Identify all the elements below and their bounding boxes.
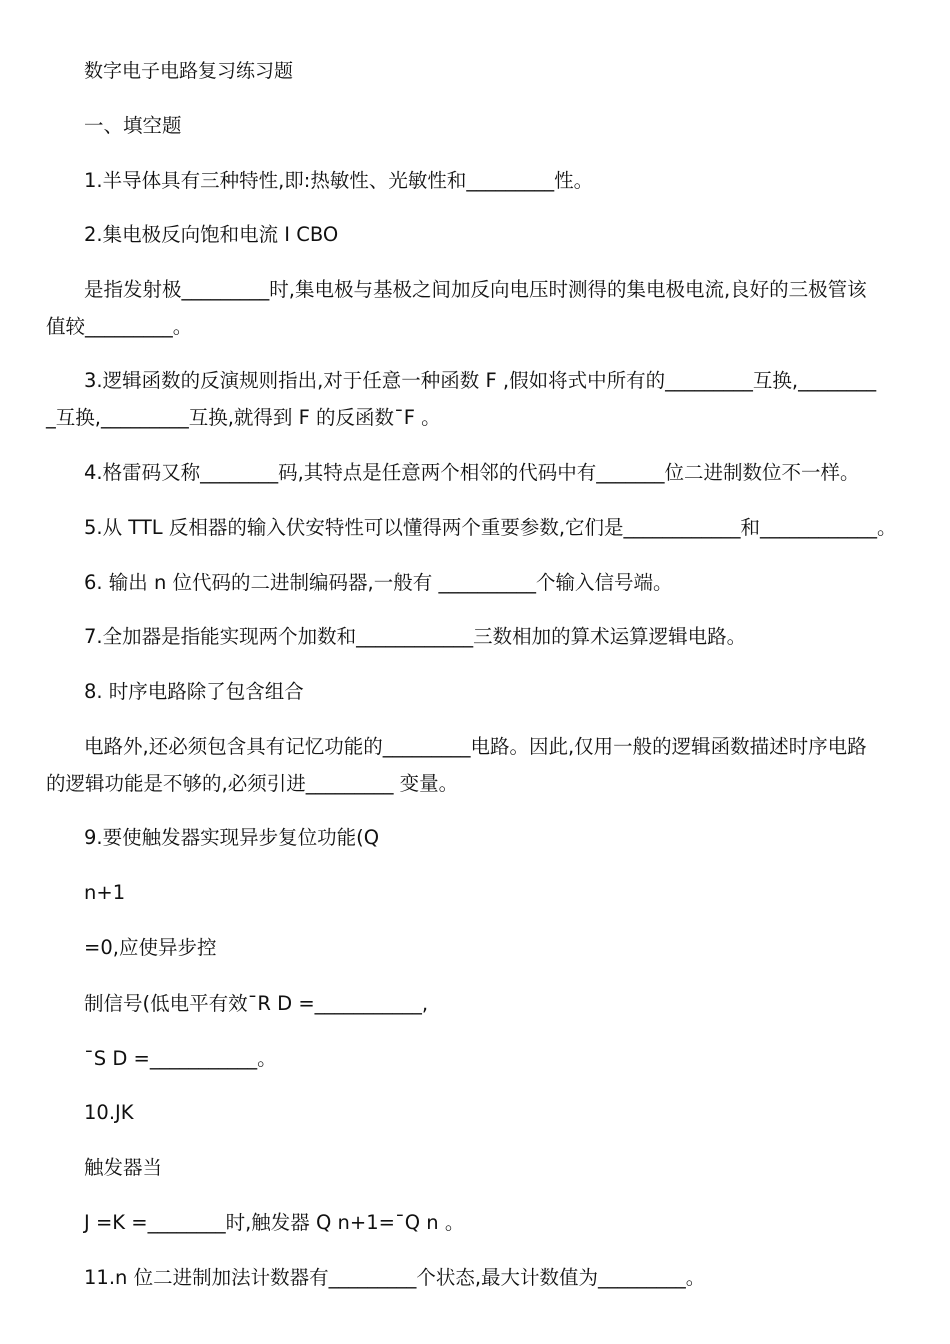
question-10-condition: J =K =________时,触发器 Q n+1=¯Q n 。 [84,1211,465,1234]
question-6: 6. 输出 n 位代码的二进制编码器,一般有 __________个输入信号端。 [84,571,673,594]
question-3-cont: _互换,_________互换,就得到 F 的反函数¯F 。 [46,406,441,429]
question-5: 5.从 TTL 反相器的输入伏安特性可以懂得两个重要参数,它们是____________和____________。 [84,516,897,539]
question-9-superscript: n+1 [84,881,126,904]
question-4: 4.格雷码又称________码,其特点是任意两个相邻的代码中有_______位二进制数位不一样。 [84,461,860,484]
question-8: 8. 时序电路除了包含组合 [84,680,304,703]
question-9-sd: ¯S D =___________。 [84,1047,277,1070]
question-10-cont: 触发器当 [84,1156,163,1179]
question-9-rd: 制信号(低电平有效¯R D =___________, [84,992,429,1015]
question-3: 3.逻辑函数的反演规则指出,对于任意一种函数 F ,假如将式中所有的_________互换,________ [84,369,877,392]
question-8-body: 电路外,还必须包含具有记忆功能的_________电路。因此,仅用一般的逻辑函数描述时序电路 [84,735,867,758]
question-7: 7.全加器是指能实现两个加数和____________三数相加的算术运算逻辑电路。 [84,625,747,648]
question-2: 2.集电极反向饱和电流 I CBO [84,223,339,246]
question-11: 11.n 位二进制加法计数器有_________个状态,最大计数值为_________。 [84,1266,706,1289]
section-heading: 一、填空题 [84,114,182,137]
question-9: 9.要使触发器实现异步复位功能(Q [84,826,380,849]
question-8-body-cont: 的逻辑功能是不够的,必须引进_________ 变量。 [46,772,459,795]
question-1: 1.半导体具有三种特性,即:热敏性、光敏性和_________性。 [84,169,594,192]
question-2-body: 是指发射极_________时,集电极与基极之间加反向电压时测得的集电极电流,良好的三极管该 [84,278,867,301]
document-title: 数字电子电路复习练习题 [84,60,294,82]
question-9-cont: =0,应使异步控 [84,936,217,959]
question-10: 10.JK [84,1101,134,1124]
question-2-body-cont: 值较_________。 [46,315,193,338]
